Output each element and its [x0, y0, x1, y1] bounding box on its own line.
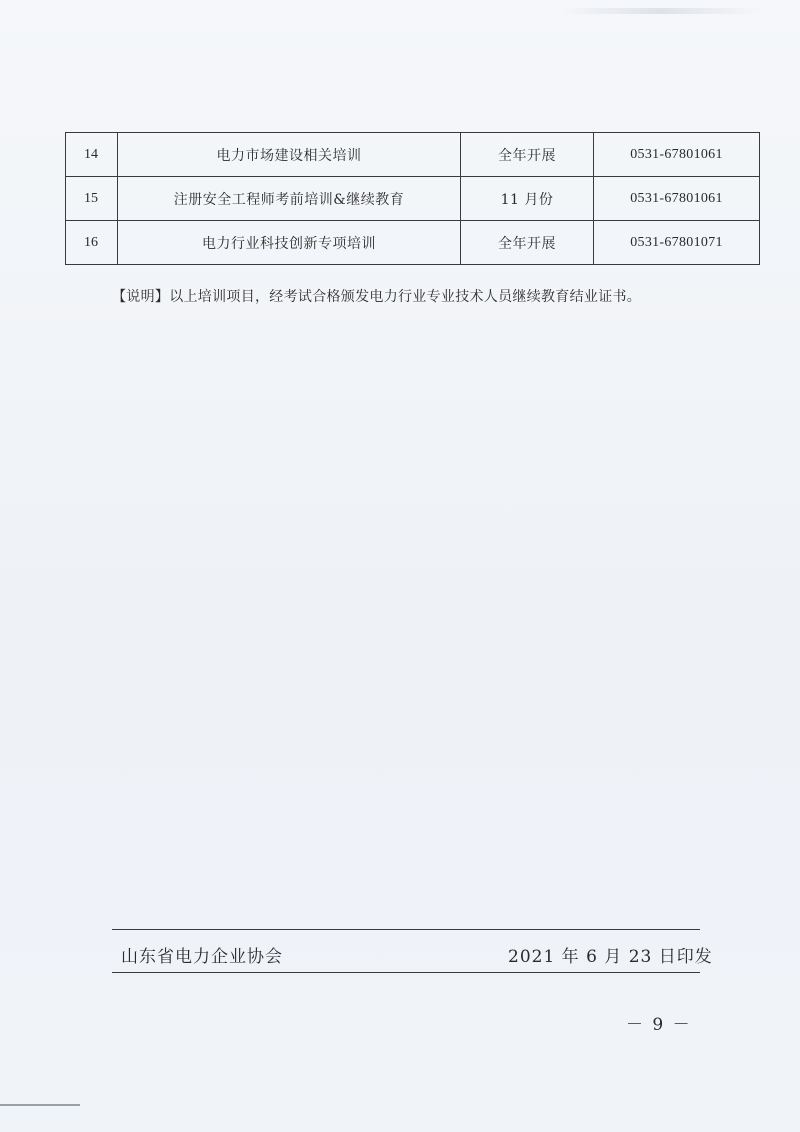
- schedule: 全年开展: [461, 221, 594, 265]
- scan-artifact: [0, 1104, 80, 1106]
- contact-phone: 0531-67801071: [594, 221, 760, 265]
- table-row: [66, 221, 760, 265]
- row-number: 15: [66, 177, 118, 221]
- table-note: 【说明】以上培训项目，经考试合格颁发电力行业专业技术人员继续教育结业证书。: [112, 289, 642, 305]
- course-name: 注册安全工程师考前培训&继续教育: [118, 177, 461, 221]
- row-number: 14: [66, 133, 118, 177]
- contact-phone: 0531-67801061: [594, 177, 760, 221]
- page-number: － 9 －: [626, 1015, 692, 1035]
- course-name: 电力市场建设相关培训: [118, 133, 461, 177]
- footer-bottom-rule: [112, 972, 700, 973]
- table-row: [66, 133, 760, 177]
- table-row: [66, 177, 760, 221]
- contact-phone: 0531-67801061: [594, 133, 760, 177]
- row-number: 16: [66, 221, 118, 265]
- schedule: 全年开展: [461, 133, 594, 177]
- issue-date: 2021 年 6 月 23 日印发: [508, 947, 713, 967]
- schedule: 11 月份: [461, 177, 594, 221]
- issuer-name: 山东省电力企业协会: [121, 947, 283, 967]
- scan-artifact: [560, 8, 760, 14]
- footer-top-rule: [112, 929, 700, 930]
- course-name: 电力行业科技创新专项培训: [118, 221, 461, 265]
- training-table: [65, 132, 760, 265]
